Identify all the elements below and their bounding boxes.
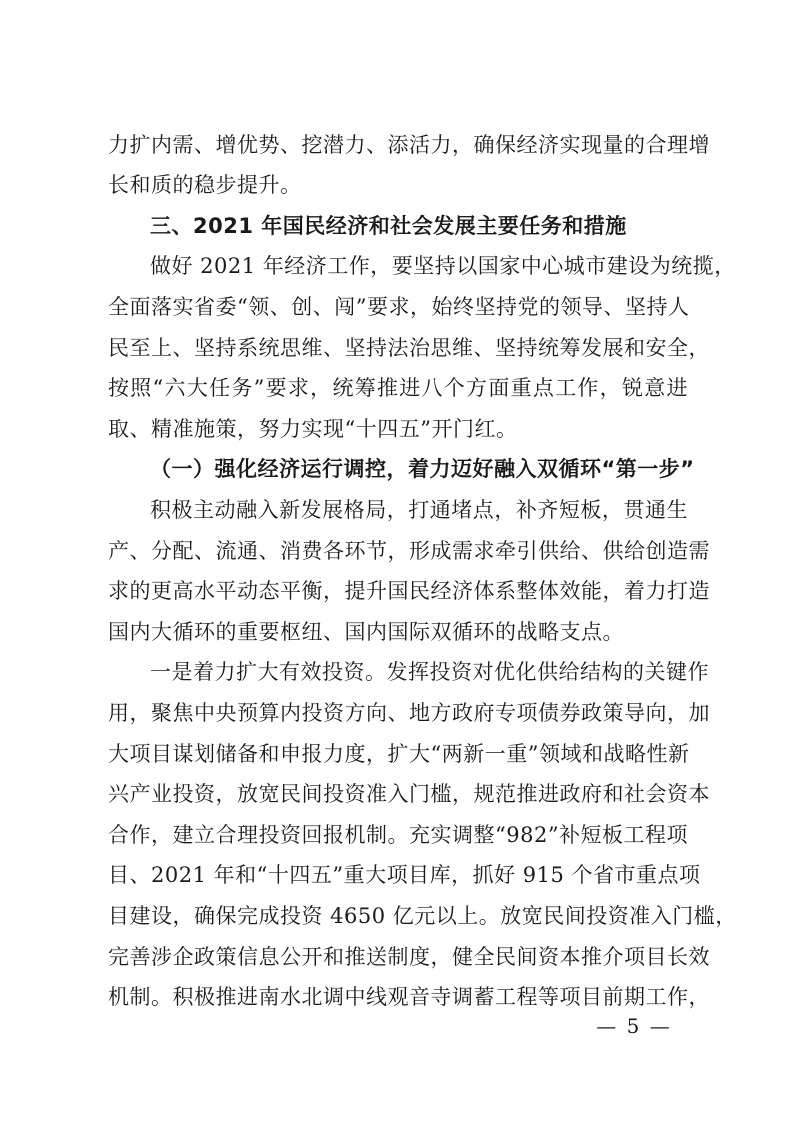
paragraph-line: 兴产业投资，放宽民间投资准入门槛，规范推进政府和社会资本 <box>108 782 710 806</box>
paragraph-line: 完善涉企政策信息公开和推送制度，健全民间资本推介项目长效 <box>108 945 710 969</box>
page-number: — 5 — <box>596 1014 672 1038</box>
paragraph-line: 按照“六大任务”要求，统筹推进八个方面重点工作，锐意进 <box>108 376 688 400</box>
paragraph-line: 力扩内需、增优势、挖潜力、添活力，确保经济实现量的合理增 <box>108 133 710 157</box>
paragraph-line: 做好 2021 年经济工作，要坚持以国家中心城市建设为统揽， <box>150 254 736 278</box>
paragraph-line: 取、精准施策，努力实现“十四五”开门红。 <box>108 417 518 441</box>
paragraph-line: 求的更高水平动态平衡，提升国民经济体系整体效能，着力打造 <box>108 579 710 603</box>
paragraph-line: 合作，建立合理投资回报机制。充实调整“982”补短板工程项 <box>108 823 689 847</box>
paragraph-line: 用，聚焦中央预算内投资方向、地方政府专项债券政策导向，加 <box>108 701 710 725</box>
paragraph-line: 积极主动融入新发展格局，打通堵点，补齐短板，贯通生 <box>150 498 688 522</box>
paragraph-line: 目、2021 年和“十四五”重大项目库，抓好 915 个省市重点项 <box>108 863 701 887</box>
paragraph-line: 全面落实省委“领、创、闯”要求，始终坚持党的领导、坚持人 <box>108 295 690 319</box>
subsection-heading: （一）强化经济运行调控，着力迈好融入双循环“第一步” <box>150 457 695 481</box>
paragraph-line: 机制。积极推进南水北调中线观音寺调蓄工程等项目前期工作， <box>108 985 710 1009</box>
paragraph-line: 民至上、坚持系统思维、坚持法治思维、坚持统筹发展和安全， <box>108 336 710 360</box>
paragraph-line: 大项目谋划储备和申报力度，扩大“两新一重”领域和战略性新 <box>108 742 690 766</box>
paragraph-line: 目建设，确保完成投资 4650 亿元以上。放宽民间投资准入门槛， <box>108 904 737 928</box>
section-heading: 三、2021 年国民经济和社会发展主要任务和措施 <box>150 214 627 238</box>
paragraph-line: 长和质的稳步提升。 <box>108 173 302 197</box>
paragraph-line: 国内大循环的重要枢纽、国内国际双循环的战略支点。 <box>108 620 624 644</box>
paragraph-line: 一是着力扩大有效投资。发挥投资对优化供给结构的关键作 <box>150 660 709 684</box>
paragraph-line: 产、分配、流通、消费各环节，形成需求牵引供给、供给创造需 <box>108 539 710 563</box>
